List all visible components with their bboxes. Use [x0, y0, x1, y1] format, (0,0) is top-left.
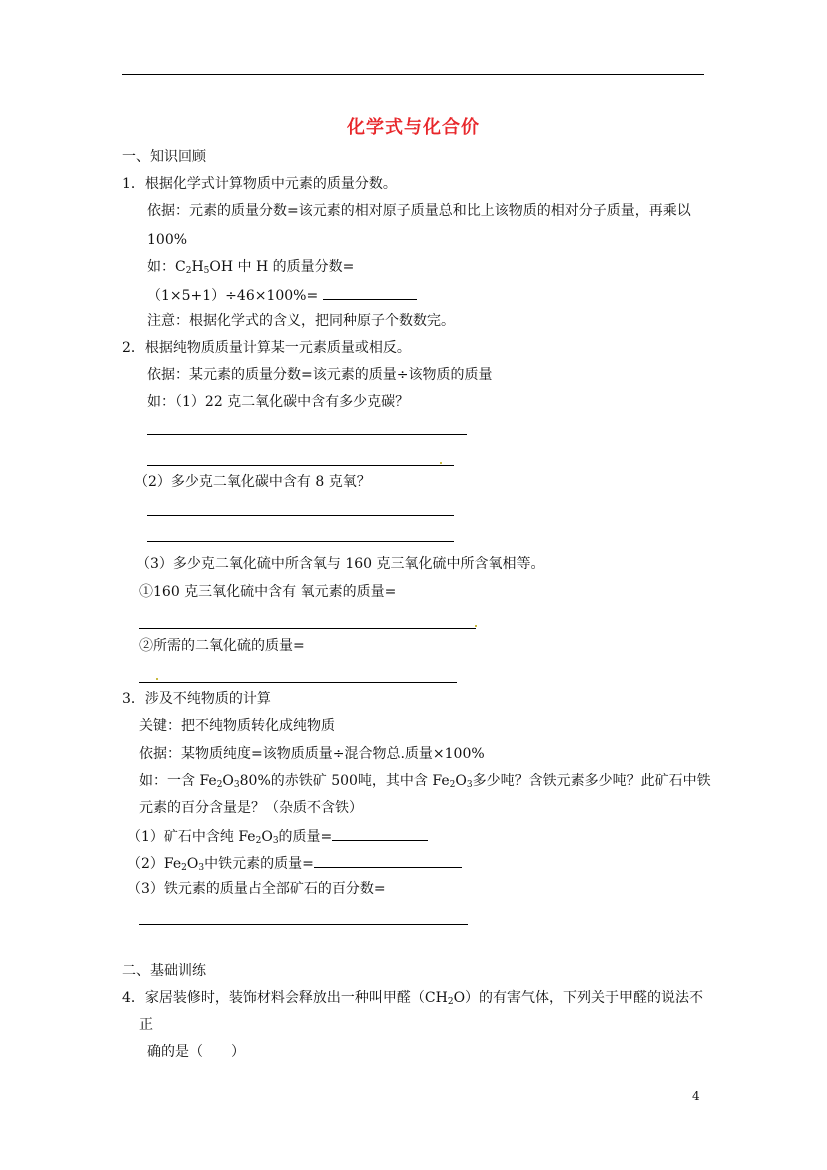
- q1-basis-cont: 100%: [147, 232, 188, 248]
- q1-note: 注意：根据化学式的含义，把同种原子个数数完。: [147, 313, 455, 329]
- answer-line[interactable]: [147, 465, 454, 466]
- page-title: 化学式与化合价: [347, 117, 480, 138]
- q4-choice-prompt: 确的是（ ）: [147, 1044, 245, 1060]
- answer-line[interactable]: [139, 628, 476, 629]
- q4-text-cont: 正: [139, 1017, 153, 1033]
- q2-example-2: （2）多少克二氧化碳中含有 8 克氧？: [134, 474, 371, 490]
- answer-blank[interactable]: [314, 853, 462, 868]
- section-heading-2: 二、基础训练: [122, 963, 206, 979]
- q1-heading: 1．根据化学式计算物质中元素的质量分数。: [122, 176, 397, 192]
- q3-part-1: （1）矿石中含纯 $Fe_2O_3$的质量=: [127, 826, 428, 846]
- stray-mark: [156, 678, 158, 680]
- q3-example: 如：一含 $Fe_2O_380\%$的赤铁矿 500吨，其中含 $Fe_2O_3$多少吨？含铁元素多少吨？此矿石中铁: [139, 773, 711, 790]
- header-rule: [122, 74, 704, 75]
- q1-example: 如：$C_2H_5OH$ 中 H 的质量分数=: [147, 259, 355, 276]
- q3-part-3: （3）铁元素的质量占全部矿石的百分数=: [127, 881, 386, 897]
- answer-blank[interactable]: [323, 285, 417, 300]
- q4-text: 4．家居装修时，装饰材料会释放出一种叫甲醛$(CH_2O)$的有害气体，下列关于甲醛的说法不: [122, 990, 704, 1007]
- q3-example-cont: 元素的百分含量是？（杂质不含铁）: [139, 800, 363, 816]
- section-heading-1: 一、知识回顾: [122, 149, 206, 165]
- q2-example-3: （3）多少克二氧化硫中所含氧与 160 克三氧化硫中所含氧相等。: [136, 556, 545, 572]
- answer-line[interactable]: [139, 682, 457, 683]
- q2-basis: 依据：某元素的质量分数=该元素的质量÷该物质的质量: [147, 367, 493, 383]
- q1-calc: （1×5+1）÷46×100%=: [147, 285, 417, 305]
- page-number: 4: [692, 1089, 700, 1103]
- answer-line[interactable]: [147, 541, 454, 542]
- stray-mark: [475, 625, 477, 627]
- q2-heading: 2．根据纯物质质量计算某一元素质量或相反。: [122, 340, 411, 356]
- q2-example-3b: ②所需的二氧化硫的质量=: [139, 638, 305, 654]
- answer-line[interactable]: [139, 924, 468, 925]
- q2-example-1: 如：（1）22 克二氧化碳中含有多少克碳？: [147, 394, 410, 410]
- q3-heading: 3．涉及不纯物质的计算: [122, 691, 271, 707]
- q3-part-2: $(2)Fe_2O_3$中铁元素的质量=: [127, 853, 462, 873]
- q2-example-3a: ①160 克三氧化硫中含有 氧元素的质量=: [139, 584, 397, 600]
- q3-basis: 依据：某物质纯度=该物质质量÷混合物总.质量×100%: [139, 746, 485, 762]
- q3-key: 关键：把不纯物质转化成纯物质: [139, 718, 335, 734]
- stray-mark: [440, 462, 442, 464]
- q1-basis: 依据：元素的质量分数=该元素的相对原子质量总和比上该物质的相对分子质量，再乘以: [147, 203, 691, 219]
- answer-line[interactable]: [147, 434, 467, 435]
- answer-line[interactable]: [147, 515, 454, 516]
- answer-blank[interactable]: [332, 826, 428, 841]
